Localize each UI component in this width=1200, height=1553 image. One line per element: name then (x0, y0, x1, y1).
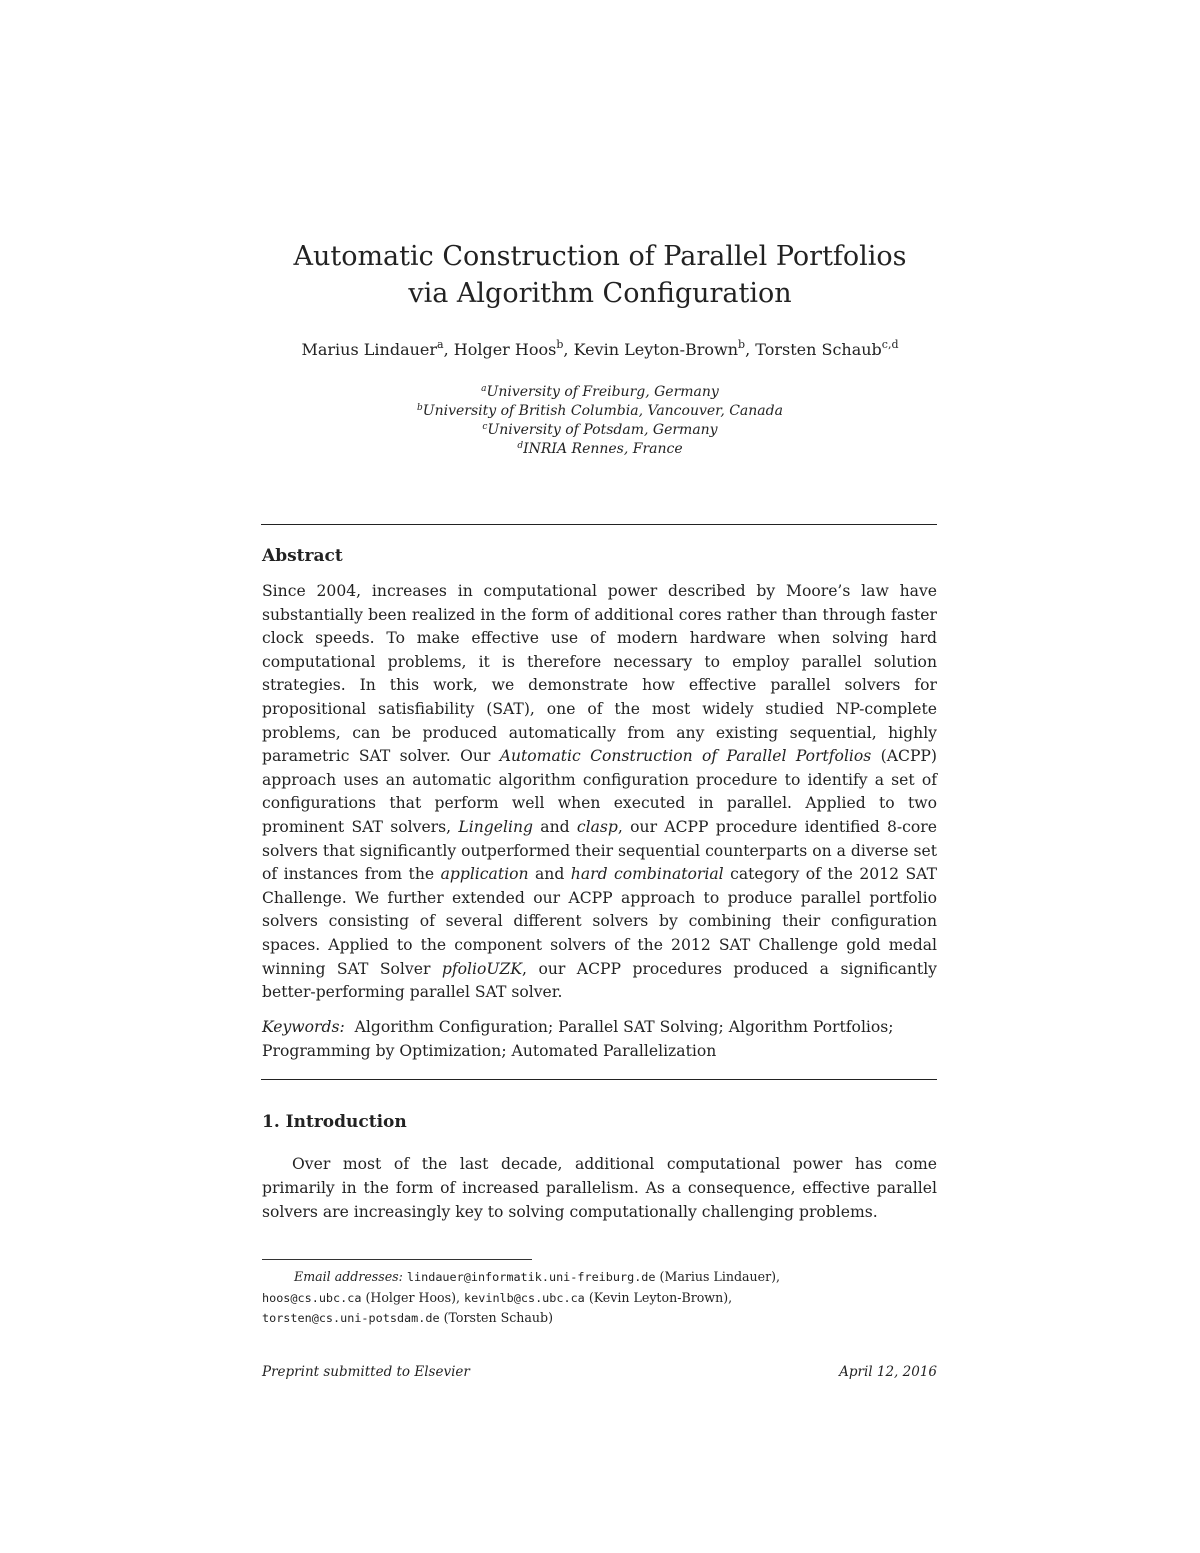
email-link[interactable]: torsten@cs.uni-potsdam.de (262, 1311, 440, 1325)
author-affil-mark: c,d (881, 338, 899, 351)
title-line-1: Automatic Construction of Parallel Portfolios (293, 241, 907, 272)
keywords-text: Algorithm Configuration; Parallel SAT Solving; Algorithm Portfolios; Programming by Optimization; Automated Parallelization (262, 1018, 894, 1060)
author-name: Kevin Leyton-Brown (573, 340, 739, 359)
paper-title (0, 238, 1200, 312)
author-affil-mark: b (556, 338, 564, 351)
footnote-rule (262, 1259, 532, 1260)
introduction-text: Over most of the last decade, additional computational power has come primarily in the form of increased parallelism. As a consequence, effective parallel solvers are increasingly key to solving computationally challenging problems. (262, 1155, 937, 1221)
abstract-heading: Abstract (262, 546, 343, 566)
affiliation: $^d$INRIA Rennes, France (517, 441, 683, 457)
preprint-date: April 12, 2016 (839, 1364, 937, 1380)
abstract-text: Since 2004, increases in computational power described by Moore’s law have substantially been realized in the form of additional cores rather than through faster clock speeds. To make effective use of modern hardware when solving hard computational problems, it is therefore necessary to employ parallel solution strategies. In this work, we demonstrate how effective parallel solvers for propositional satisfiability (SAT), one of the most widely studied NP-complete problems, can be produced automatically from any existing sequential, highly parametric SAT solver. Our Automatic Construction of Parallel Portfolios (ACPP) approach uses an automatic algorithm configuration procedure to identify a set of configurations that perform well when executed in parallel. Applied to two prominent SAT solvers, Lingeling and clasp, our ACPP procedure identified 8-core solvers that significantly outperformed their sequential counterparts on a diverse set of instances from the application and hard combinatorial category of the 2012 SAT Challenge. We further extended our ACPP approach to produce parallel portfolio solvers consisting of several different solvers by combining their configuration spaces. Applied to the component solvers of the 2012 SAT Challenge gold medal winning SAT Solver pfolioUZK, our ACPP procedures produced a significantly better-performing parallel SAT solver. (262, 582, 938, 1002)
affiliation: $^a$University of Freiburg, Germany (481, 384, 719, 400)
affiliation: $^b$University of British Columbia, Vancouver, Canada (417, 403, 783, 419)
keywords (262, 1015, 937, 1063)
affiliation-list (0, 383, 1200, 459)
abstract-bottom-rule (261, 1079, 937, 1080)
author-name: Marius Lindauer (301, 340, 438, 359)
keywords-label: Keywords: (262, 1018, 345, 1036)
affiliation: $^c$University of Potsdam, Germany (482, 422, 718, 438)
author-name: Holger Hoos (453, 340, 557, 359)
author-affil-mark: b (738, 338, 746, 351)
abstract-top-rule (261, 524, 937, 525)
introduction-heading: 1. Introduction (262, 1112, 407, 1132)
email-link[interactable]: kevinlb@cs.ubc.ca (464, 1290, 585, 1305)
email-link[interactable]: hoos@cs.ubc.ca (262, 1290, 362, 1305)
author-list: Marius Lindauer$^a$, Holger Hoos$^b$, Kevin Leyton-Brown$^b$, Torsten Schaub$^{c,d}$ (301, 338, 899, 359)
author-name: Torsten Schaub (755, 340, 882, 359)
preprint-note: Preprint submitted to Elsevier (262, 1364, 470, 1380)
title-line-2: via Algorithm Configuration (408, 278, 792, 309)
footnote-emails: Email addresses: lindauer@informatik.uni-freiburg.de (Marius Lindauer), hoos@cs.ubc.ca (Holger Hoos), kevinlb@cs.ubc.ca (Kevin Leyton-Brown), torsten@cs.uni-potsdam.de (Torsten Schaub) (262, 1269, 781, 1325)
author-affil-mark: a (437, 338, 444, 351)
email-link[interactable]: lindauer@informatik.uni-freiburg.de (406, 1270, 656, 1284)
